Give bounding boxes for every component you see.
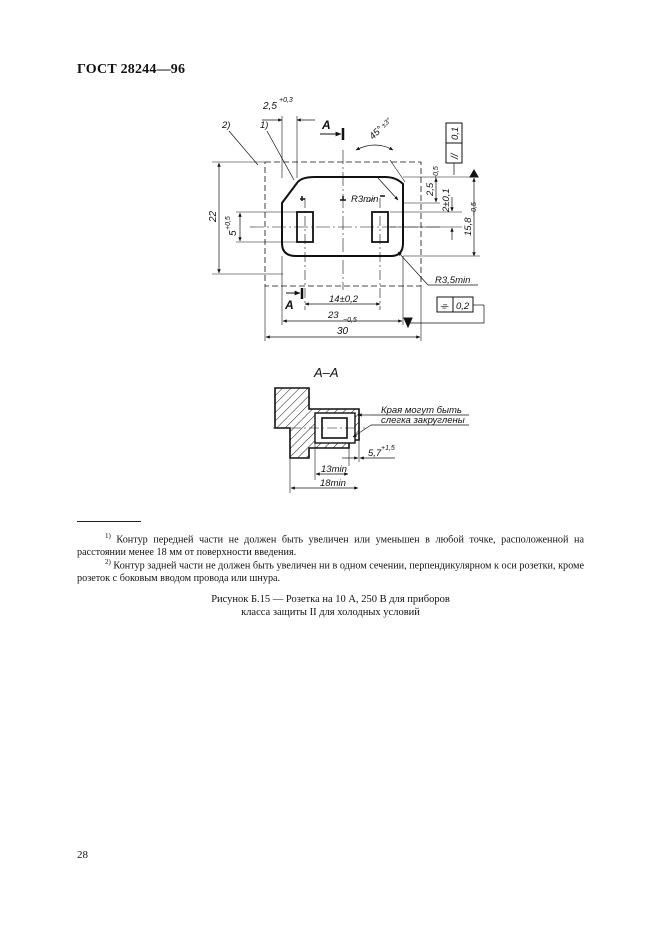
page-number: 28 bbox=[77, 849, 88, 861]
footnote-1 bbox=[77, 530, 584, 559]
svg-text:±3°: ±3° bbox=[380, 117, 393, 130]
dim-radius-min: R3min bbox=[351, 194, 379, 205]
footnote-2-text: Контур задней части не должен быть увеличен ни в одном сечении, перпендикулярном к оси розетки, кроме розеток с боковым вводом провода или шнура. bbox=[77, 560, 585, 585]
footnote-2-mark: 2) bbox=[105, 558, 111, 566]
section-title: А–А bbox=[314, 365, 339, 380]
section-marker-top: A bbox=[322, 118, 331, 132]
dim-top-offset: 2,5 bbox=[263, 101, 277, 112]
figure-caption-line1: Рисунок Б.15 — Розетка на 10 А, 250 В для приборов bbox=[211, 594, 450, 605]
socket-outline bbox=[282, 177, 403, 256]
symmetry-symbol: ⌯ bbox=[440, 301, 448, 312]
symmetry-value: 0,2 bbox=[456, 301, 470, 312]
callout-1: 1) bbox=[260, 120, 269, 131]
svg-text:+0,3: +0,3 bbox=[279, 97, 293, 104]
svg-text:−0,5: −0,5 bbox=[471, 202, 478, 216]
edge-note-line2: слегка закруглены bbox=[381, 415, 465, 426]
edge-note-line1: Края могут быть bbox=[381, 405, 462, 416]
dim-pin-height: 5 bbox=[228, 230, 239, 236]
section-view bbox=[273, 388, 469, 493]
dim-width-inner: 23 bbox=[328, 310, 339, 321]
figure-caption-line2: класса защиты II для холодных условий bbox=[241, 607, 420, 618]
dim-pin-spacing: 14±0,2 bbox=[329, 294, 358, 305]
dim-height: 22 bbox=[208, 210, 219, 222]
dim-angle: 45° bbox=[367, 124, 386, 143]
callout-2: 2) bbox=[222, 120, 231, 131]
svg-text:+1,5: +1,5 bbox=[381, 445, 395, 452]
footnote-separator bbox=[77, 521, 141, 522]
svg-text:+0,5: +0,5 bbox=[225, 216, 232, 230]
dim-right-full: 15,8 bbox=[463, 217, 474, 236]
parallelism-symbol: // bbox=[450, 153, 461, 159]
footnote-2 bbox=[77, 556, 584, 585]
dim-18min: 18min bbox=[320, 478, 346, 489]
footnote-1-mark: 1) bbox=[105, 532, 111, 540]
document-header: ГОСТ 28244—96 bbox=[77, 62, 186, 77]
section-marker-bottom: A bbox=[285, 298, 294, 312]
dim-right-top: 2,5 bbox=[425, 182, 436, 196]
svg-text:−0,5: −0,5 bbox=[343, 317, 357, 324]
dim-right-mid: 2±0,1 bbox=[441, 188, 452, 212]
dim-13min: 13min bbox=[321, 464, 347, 475]
footnote-1-text: Контур передней части не должен быть увеличен или уменьшен в любой точке, расположенной на расстоянии менее 18 мм от поверхности введения. bbox=[77, 534, 584, 559]
svg-text:−0,5: −0,5 bbox=[433, 166, 440, 180]
parallelism-value: 0,1 bbox=[450, 126, 461, 140]
dim-corner-radius: R3,5min bbox=[435, 275, 471, 286]
dim-depth: 5,7 bbox=[368, 448, 382, 459]
dim-width-outer: 30 bbox=[337, 326, 349, 337]
